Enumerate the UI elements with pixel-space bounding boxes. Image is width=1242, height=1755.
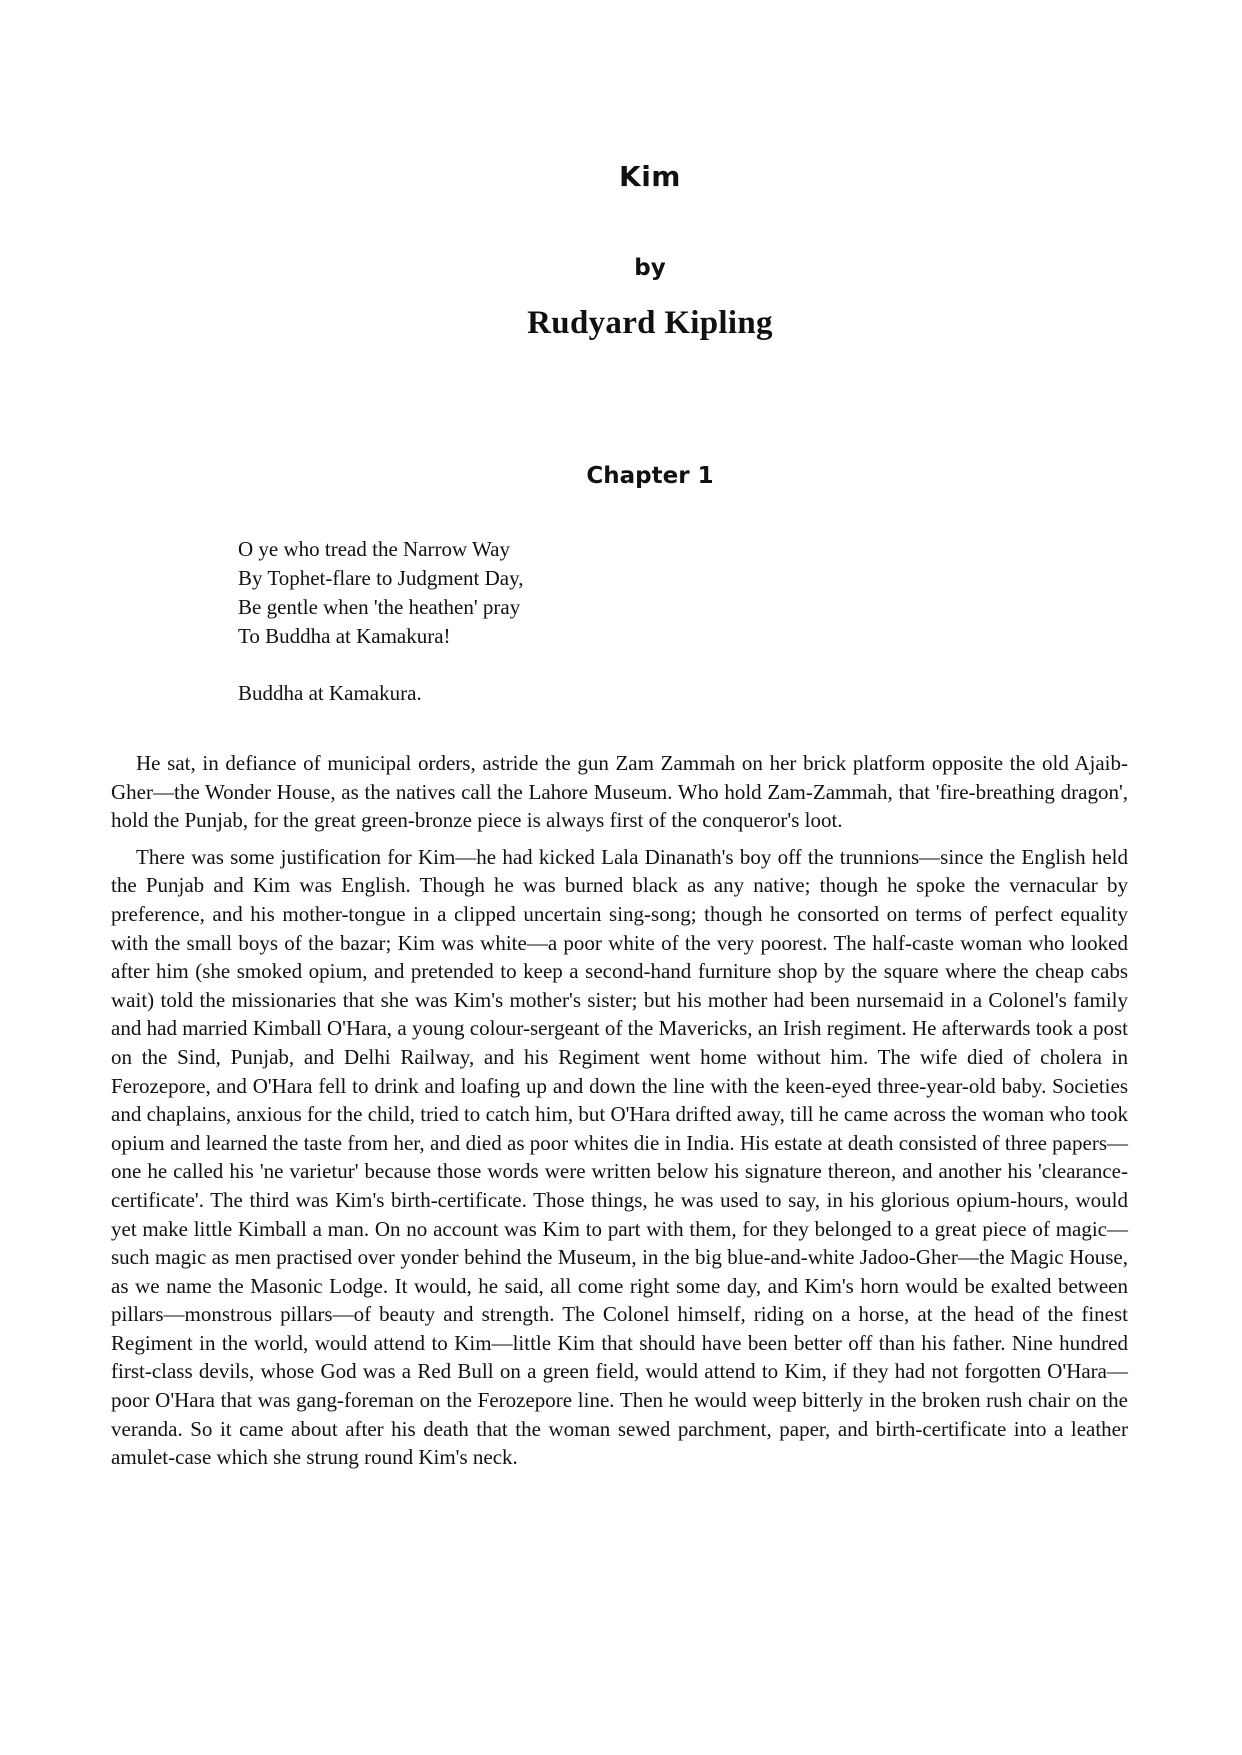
epigraph-caption: Buddha at Kamakura. — [238, 681, 422, 705]
verse-line: Be gentle when 'the heathen' pray — [238, 595, 521, 619]
paragraph: There was some justification for Kim—he had kicked Lala Dinanath's boy off the trunnions—since the English held the Punjab and Kim was English. Though he was burned black as any native; though he spoke the vernacular by preference, and his mother-tongue in a clipped uncertain sing-song; though he consorted on terms of perfect equality with the small boys of the bazar; Kim was white—a poor white of the very poorest. The half-caste woman who looked after him (she smoked opium, and pretended to keep a second-hand furniture shop by the square where the cheap cabs wait) told the missionaries that she was Kim's mother's sister; but his mother had been nursemaid in a Colonel's family and had married Kimball O'Hara, a young colour-sergeant of the Mavericks, an Irish regiment. He afterwards took a post on the Sind, Punjab, and Delhi Railway, and his Regiment went home without him. The wife died of cholera in Ferozepore, and O'Hara fell to drink and loafing up and down the line with the keen-eyed three-year-old baby. Societies and chaplains, anxious for the child, tried to catch him, but O'Hara drifted away, till he came across the woman who took opium and learned the taste from her, and died as poor whites die in India. His estate at death consisted of three papers—one he called his 'ne varietur' because those words were written below his signature thereon, and another his 'clearance-certificate'. The third was Kim's birth-certificate. Those things, he was used to say, in his glorious opium-hours, would yet make little Kimball a man. On no account was Kim to part with them, for they belonged to a great piece of magic—such magic as men practised over yonder behind the Museum, in the big blue-and-white Jadoo-Gher—the Magic House, as we name the Masonic Lodge. It would, he said, all come right some day, and Kim's horn would be exalted between pillars—monstrous pillars—of beauty and strength. The Colonel himself, riding on a horse, at the head of the finest Regiment in the world, would attend to Kim—little Kim that should have been better off than his father. Nine hundred first-class devils, whose God was a Red Bull on a green field, would attend to Kim, if they had not forgotten O'Hara—poor O'Hara that was gang-foreman on the Ferozepore line. Then he would weep bitterly in the broken rush chair on the veranda. So it came about after his death that the woman sewed parchment, paper, and birth-certificate into a leather amulet-case which she strung round Kim's neck. — [111, 844, 1128, 1470]
epigraph-verse — [238, 535, 938, 651]
verse-line: By Tophet-flare to Judgment Day, — [238, 566, 524, 590]
verse-line: To Buddha at Kamakura! — [238, 624, 451, 648]
author-name: Rudyard Kipling — [527, 305, 773, 341]
by-line: by — [634, 255, 666, 281]
chapter-heading: Chapter 1 — [586, 463, 714, 489]
verse-line: O ye who tread the Narrow Way — [238, 537, 510, 561]
paragraph: He sat, in defiance of municipal orders, astride the gun Zam Zammah on her brick platform opposite the old Ajaib-Gher—the Wonder House, as the natives call the Lahore Museum. Who hold Zam-Zammah, that 'fire-breathing dragon', hold the Punjab, for the great green-bronze piece is always first of the conqueror's loot. — [111, 751, 1128, 833]
chapter-body — [111, 749, 1128, 1480]
book-title: Kim — [619, 160, 681, 193]
